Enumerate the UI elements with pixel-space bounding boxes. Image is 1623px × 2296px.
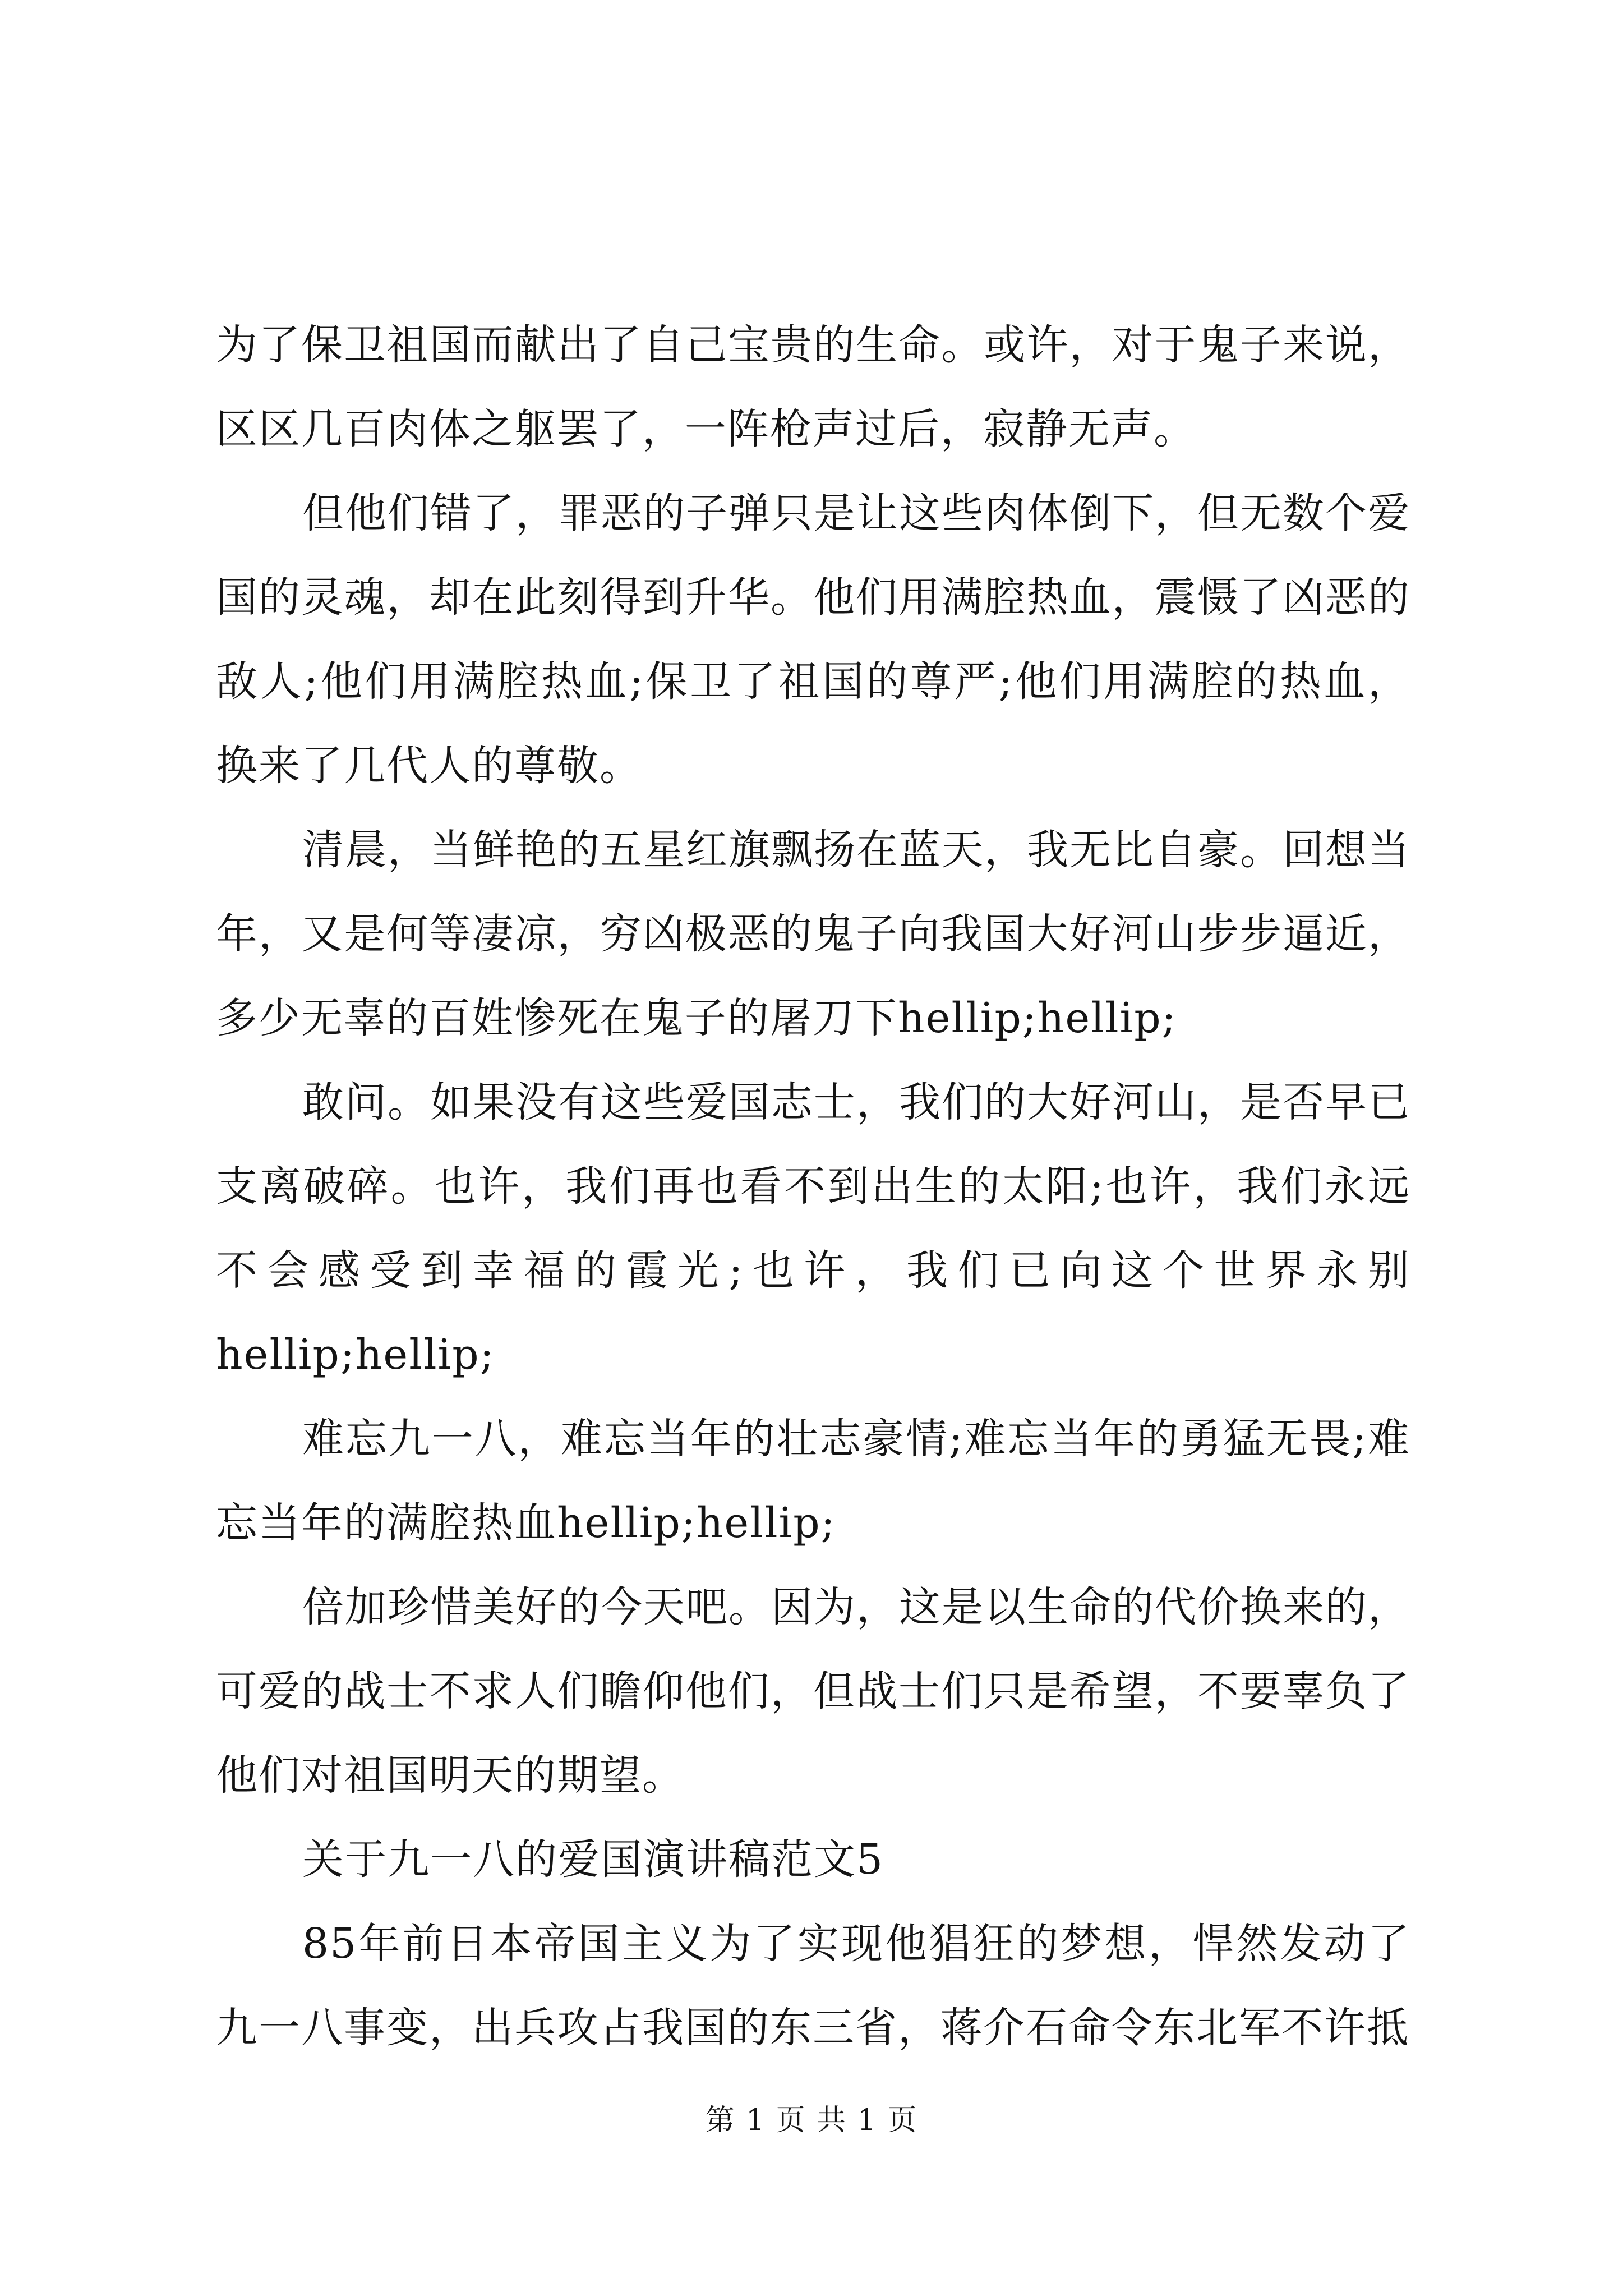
paragraph-2: 但他们错了，罪恶的子弹只是让这些肉体倒下，但无数个爱国的灵魂，却在此刻得到升华。他们用满腔热血，震慑了凶恶的敌人;他们用满腔热血;保卫了祖国的尊严;他们用满腔的热血，换来了几代人的尊敬。 xyxy=(216,489,1410,790)
paragraph-1: 为了保卫祖国而献出了自己宝贵的生命。或许，对于鬼子来说，区区几百肉体之躯罢了，一阵枪声过后，寂静无声。 xyxy=(216,321,1410,453)
section-heading: 关于九一八的爱国演讲稿范文5 xyxy=(302,1835,884,1884)
paragraph-6: 倍加珍惜美好的今天吧。因为，这是以生命的代价换来的，可爱的战士不求人们瞻仰他们，但战士们只是希望，不要辜负了他们对祖国明天的期望。 xyxy=(216,1583,1410,1800)
paragraph-8: 85年前日本帝国主义为了实现他猖狂的梦想，悍然发动了九一八事变，出兵攻占我国的东三省，蒋介石命令东北军不许抵 xyxy=(216,1920,1410,2052)
paragraph-4: 敢问。如果没有这些爱国志士，我们的大好河山，是否早已支离破碎。也许，我们再也看不到出生的太阳;也许，我们永远不会感受到幸福的霞光;也许，我们已向这个世界永别hellip;hellip; xyxy=(216,1078,1410,1379)
paragraph-5: 难忘九一八，难忘当年的壮志豪情;难忘当年的勇猛无畏;难忘当年的满腔热血hellip;hellip; xyxy=(216,1415,1410,1547)
paragraph-3: 清晨，当鲜艳的五星红旗飘扬在蓝天，我无比自豪。回想当年，又是何等凄凉，穷凶极恶的鬼子向我国大好河山步步逼近，多少无辜的百姓惨死在鬼子的屠刀下hellip;hellip; xyxy=(216,826,1410,1042)
page-footer: 第 1 页 共 1 页 xyxy=(705,2104,918,2137)
document-body xyxy=(216,303,1410,2070)
